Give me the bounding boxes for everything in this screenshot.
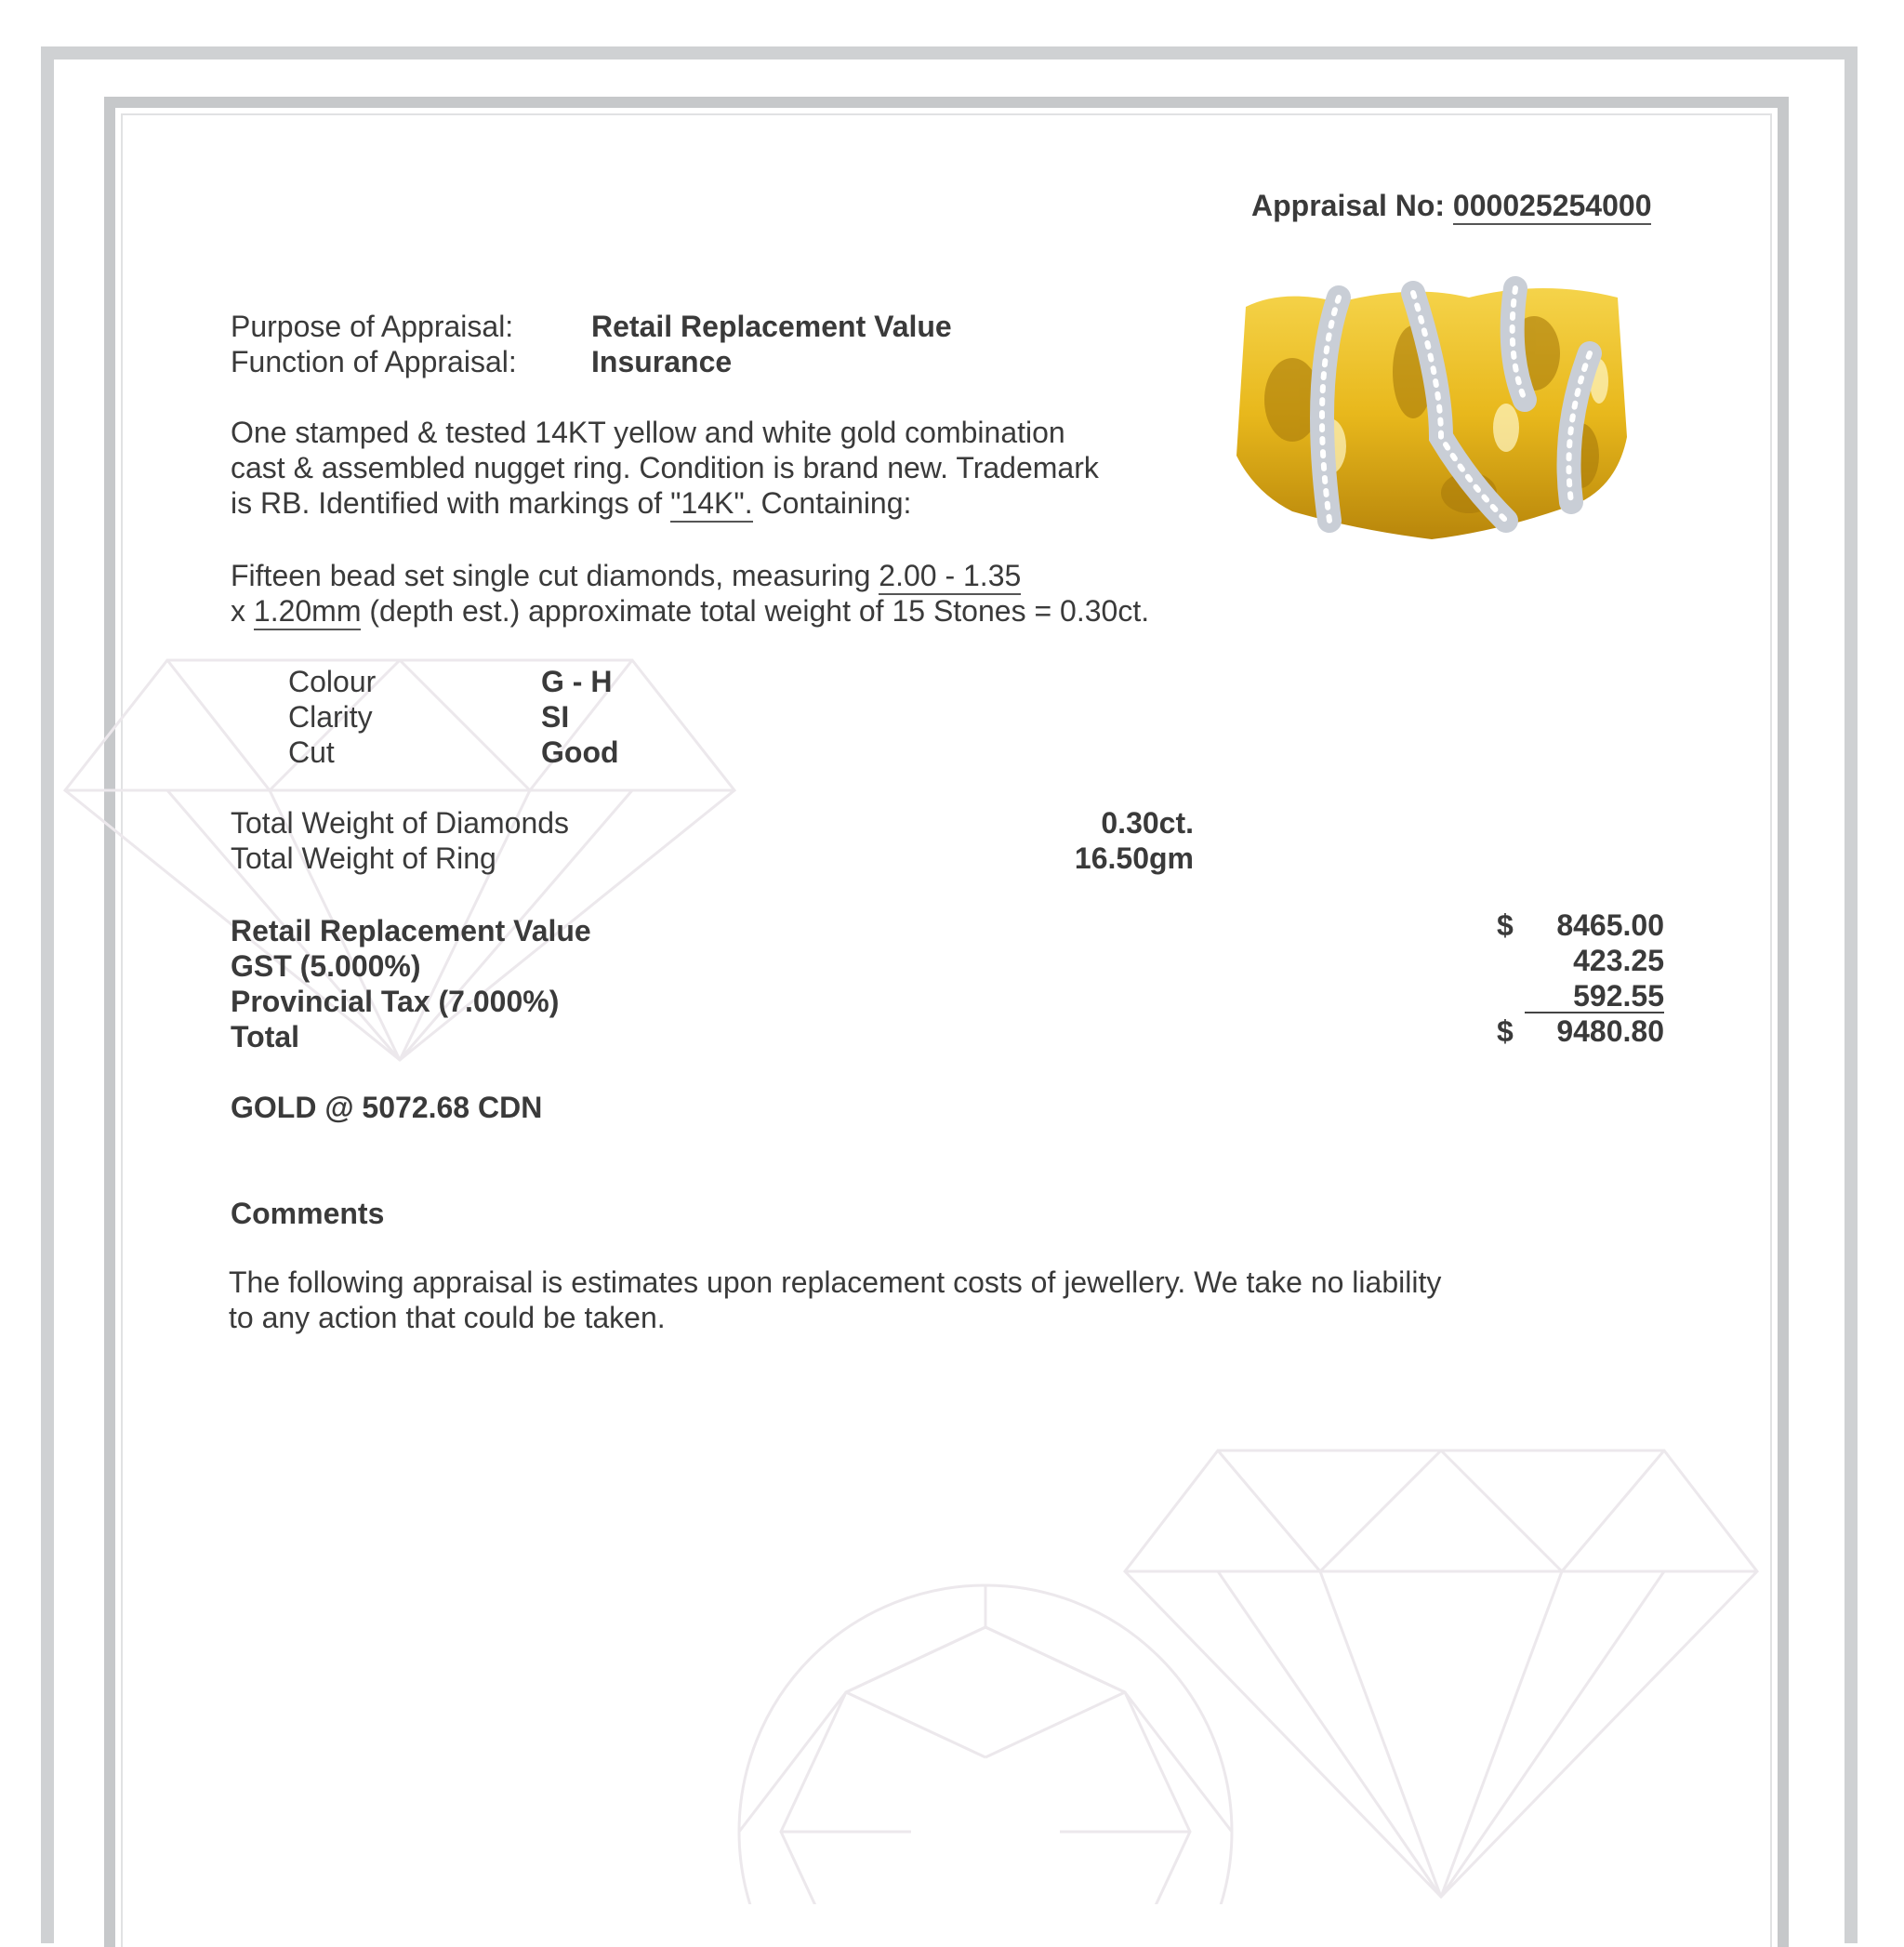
purpose-value: Retail Replacement Value	[591, 310, 952, 343]
description-line-3-start: is RB. Identified with markings of	[231, 486, 671, 520]
appraisal-number-value: 000025254000	[1453, 189, 1652, 225]
diamond-depth: 1.20mm	[254, 594, 362, 630]
weight-label-ring: Total Weight of Ring	[231, 841, 496, 875]
diamonds-line-2	[231, 593, 1149, 629]
grading-label-colour: Colour	[288, 665, 377, 698]
diamonds-line-2-text: (depth est.) approximate total weight of 15 Stones = 0.30ct.	[361, 594, 1150, 628]
price-value-retail: 8465.00	[1556, 908, 1664, 942]
price-label-provincial: Provincial Tax (7.000%)	[231, 985, 560, 1018]
price-label-gst: GST (5.000%)	[231, 949, 421, 983]
price-value-gst: 423.25	[1573, 944, 1664, 977]
description-line-3	[231, 485, 911, 521]
grading-value-clarity: SI	[541, 700, 570, 734]
grading-label-clarity: Clarity	[288, 700, 373, 734]
function-value: Insurance	[591, 345, 733, 378]
price-currency-retail: $	[1497, 908, 1514, 942]
description-line-2: cast & assembled nugget ring. Condition is brand new. Trademark	[231, 451, 1099, 484]
price-label-total: Total	[231, 1020, 300, 1053]
gold-price: GOLD @ 5072.68 CDN	[231, 1091, 543, 1124]
diamonds-line-2-prefix: x	[231, 594, 254, 628]
appraisal-number	[1251, 188, 1651, 223]
diamonds-line-1	[231, 558, 1021, 593]
description-line-1: One stamped & tested 14KT yellow and white gold combination	[231, 416, 1065, 449]
ring-photo	[1227, 270, 1636, 558]
diamonds-line-1-text: Fifteen bead set single cut diamonds, measuring	[231, 559, 879, 592]
grading-value-cut: Good	[541, 735, 619, 769]
comments-line-2: to any action that could be taken.	[229, 1301, 666, 1334]
price-label-retail: Retail Replacement Value	[231, 914, 591, 947]
price-currency-total: $	[1497, 1014, 1514, 1048]
comments-heading: Comments	[231, 1197, 385, 1230]
weight-value-diamonds: 0.30ct.	[1101, 806, 1194, 840]
weight-label-diamonds: Total Weight of Diamonds	[231, 806, 570, 840]
comments-line-1: The following appraisal is estimates upon replacement costs of jewellery. We take no liability	[229, 1265, 1442, 1299]
description-line-3-end: Containing:	[752, 486, 912, 520]
function-label: Function of Appraisal:	[231, 345, 517, 378]
price-value-provincial: 592.55	[1573, 979, 1664, 1013]
price-value-total: 9480.80	[1556, 1014, 1664, 1048]
stamp-marking: "14K".	[670, 486, 753, 523]
grading-value-colour: G - H	[541, 665, 613, 698]
purpose-label: Purpose of Appraisal:	[231, 310, 514, 343]
weight-value-ring: 16.50gm	[1074, 841, 1194, 875]
diamond-dimensions: 2.00 - 1.35	[879, 559, 1021, 595]
grading-label-cut: Cut	[288, 735, 335, 769]
appraisal-number-label: Appraisal No:	[1251, 189, 1446, 222]
